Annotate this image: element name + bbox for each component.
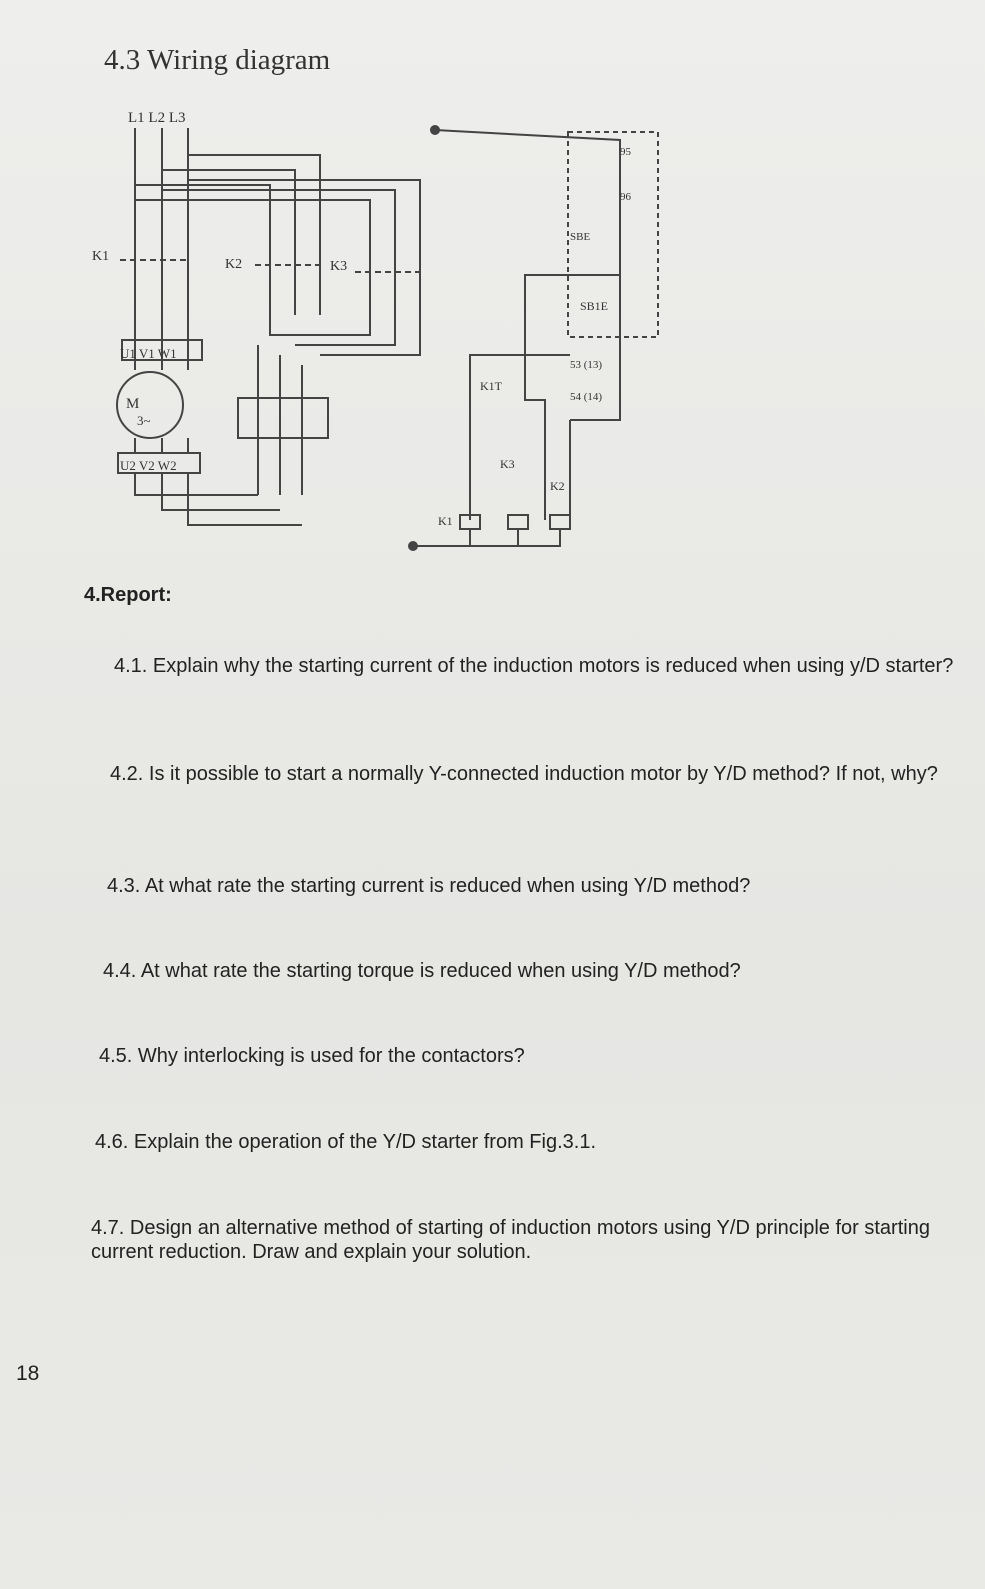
svg-text:3~: 3~ bbox=[137, 413, 151, 428]
question-4-6: 4.6. Explain the operation of the Y/D starter from Fig.3.1. bbox=[95, 1131, 597, 1153]
question-4-7: 4.7. Design an alternative method of starting of induction motors using Y/D principle for starting current reduction. Draw and explain your solution. bbox=[91, 1217, 930, 1263]
page-number: 18 bbox=[16, 1362, 40, 1385]
svg-text:K3: K3 bbox=[330, 259, 348, 274]
svg-text:SBE: SBE bbox=[570, 231, 591, 243]
report-title: 4.Report: bbox=[84, 584, 172, 606]
section-title: 4.3 Wiring diagram bbox=[104, 44, 331, 76]
wiring-diagram bbox=[80, 100, 680, 570]
svg-text:K2: K2 bbox=[550, 479, 565, 493]
svg-text:K2: K2 bbox=[225, 257, 243, 272]
svg-text:K1T: K1T bbox=[480, 379, 502, 393]
svg-text:54 (14): 54 (14) bbox=[570, 391, 603, 403]
question-4-5: 4.5. Why interlocking is used for the contactors? bbox=[99, 1045, 525, 1067]
svg-text:L1 L2 L3: L1 L2 L3 bbox=[128, 110, 186, 126]
question-4-1: 4.1. Explain why the starting current of the induction motors is reduced when using y/D starter? bbox=[114, 655, 954, 677]
svg-text:SB1E: SB1E bbox=[580, 299, 609, 313]
svg-text:K1: K1 bbox=[438, 514, 453, 528]
svg-text:K1: K1 bbox=[92, 249, 110, 264]
svg-text:U1 V1 W1: U1 V1 W1 bbox=[120, 346, 177, 361]
svg-text:96: 96 bbox=[620, 191, 631, 203]
svg-text:K3: K3 bbox=[500, 457, 515, 471]
svg-text:M: M bbox=[126, 396, 140, 412]
svg-text:U2 V2 W2: U2 V2 W2 bbox=[120, 458, 177, 473]
question-4-2: 4.2. Is it possible to start a normally Y-connected induction motor by Y/D method? If not, why? bbox=[110, 763, 938, 785]
svg-text:95: 95 bbox=[620, 146, 631, 158]
svg-text:53 (13): 53 (13) bbox=[570, 359, 603, 371]
question-4-4: 4.4. At what rate the starting torque is reduced when using Y/D method? bbox=[103, 960, 741, 982]
question-4-3: 4.3. At what rate the starting current is reduced when using Y/D method? bbox=[107, 875, 751, 897]
